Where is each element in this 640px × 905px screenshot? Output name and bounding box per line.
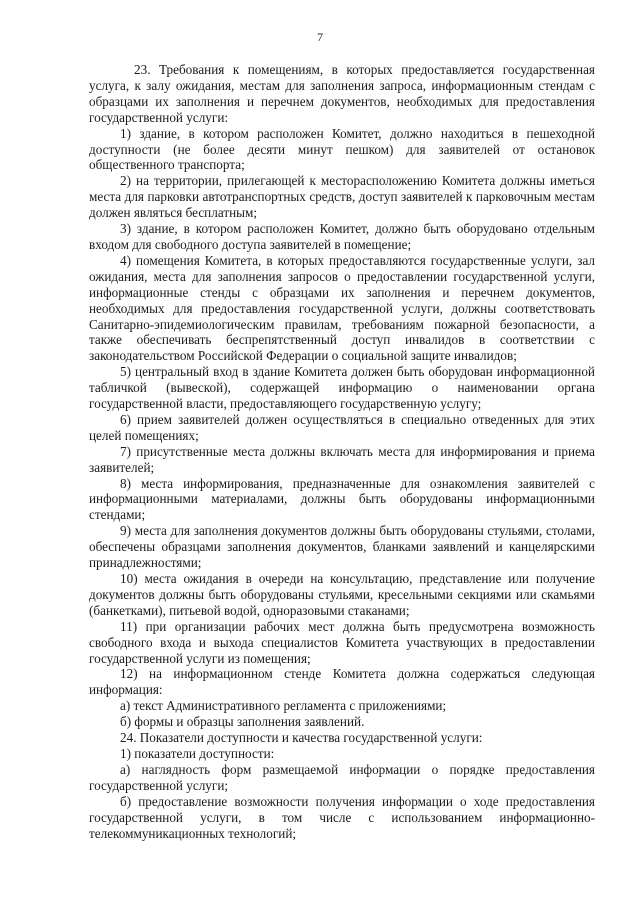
paragraph-subitem-b: б) формы и образцы заполнения заявлений. [120,714,365,730]
paragraph-item-12: 12) на информационном стенде Комитета должна содержаться следующая информация: [89,666,595,698]
paragraph-item-7: 7) присутственные места должны включать места для информирования и приема заявителей; [89,443,595,475]
paragraph-item-1: 1) здание, в котором расположен Комитет, должно находиться в пешеходной доступности (не более десяти минут пешком) для заявителей от остановок общественного транспорта; [89,125,595,173]
document-body [89,62,595,841]
paragraph-item-11: 11) при организации рабочих мест должна быть предусмотрена возможность свободного входа и выхода специалистов Комитета участвующих в предоставлении государственной услуги из помещения; [89,618,595,666]
paragraph-accessibility-a: а) наглядность форм размещаемой информации о порядке предоставления государственной услуги; [89,761,595,793]
paragraph-item-6: 6) прием заявителей должен осуществляться в специально отведенных для этих целей помещениях; [89,411,595,443]
paragraph-item-10: 10) места ожидания в очереди на консультацию, представление или получение документов должны быть оборудованы стульями, кресельными секциями или скамьями (банкетками), питьевой водой, одноразовыми стаканами; [89,571,595,618]
paragraph-item-2: 2) на территории, прилегающей к месторасположению Комитета должны иметься места для парковки автотранспортных средств, доступ заявителей к парковочным местам должен являться бесплатным; [89,173,595,221]
paragraph-item-9: 9) места для заполнения документов должны быть оборудованы стульями, столами, обеспечены образцами заполнения документов, бланками заявлений и канцелярскими принадлежностями; [89,523,595,571]
paragraph-item-4: 4) помещения Комитета, в которых предоставляются государственные услуги, зал ожидания, места для заполнения запросов о предоставлении государственной услуги, информационные стенды с образцами их заполнения и перечнем документов, необходимых для предоставления государственной услуги, должны соответствовать Санитарно-эпидемиологическим правилам, требованиям пожарной безопасности, а также обеспечивать беспрепятственный доступ инвалидов в соответствии с законодательством Российской Федерации о социальной защите инвалидов; [89,252,595,364]
paragraph-section-24: 24. Показатели доступности и качества государственной услуги: [120,730,483,746]
paragraph-accessibility-header: 1) показатели доступности: [120,745,275,761]
paragraph-item-5: 5) центральный вход в здание Комитета должен быть оборудован информационной табличкой (вывеской), содержащей информацию о наименовании органа государственной власти, предоставляющего государственную услугу; [89,364,595,412]
paragraph-subitem-a: а) текст Административного регламента с приложениями; [120,698,447,714]
paragraph-accessibility-b: б) предоставление возможности получения информации о ходе предоставления государственной услуги, в том числе с использованием информационно-телекоммуникационных технологий; [89,793,595,841]
paragraph-section-23: 23. Требования к помещениям, в которых предоставляется государственная услуга, к залу ожидания, местам для заполнения запроса, информационным стендам с образцами их заполнения и перечнем документов, необходимых для предоставления государственной услуги: [89,62,595,125]
paragraph-item-3: 3) здание, в котором расположен Комитет, должно быть оборудовано отдельным входом для свободного доступа заявителей в помещение; [89,221,595,252]
paragraph-item-8: 8) места информирования, предназначенные для ознакомления заявителей с информационными материалами, должны быть оборудованы информационными стендами; [89,475,595,523]
page-number: 7 [317,30,323,44]
